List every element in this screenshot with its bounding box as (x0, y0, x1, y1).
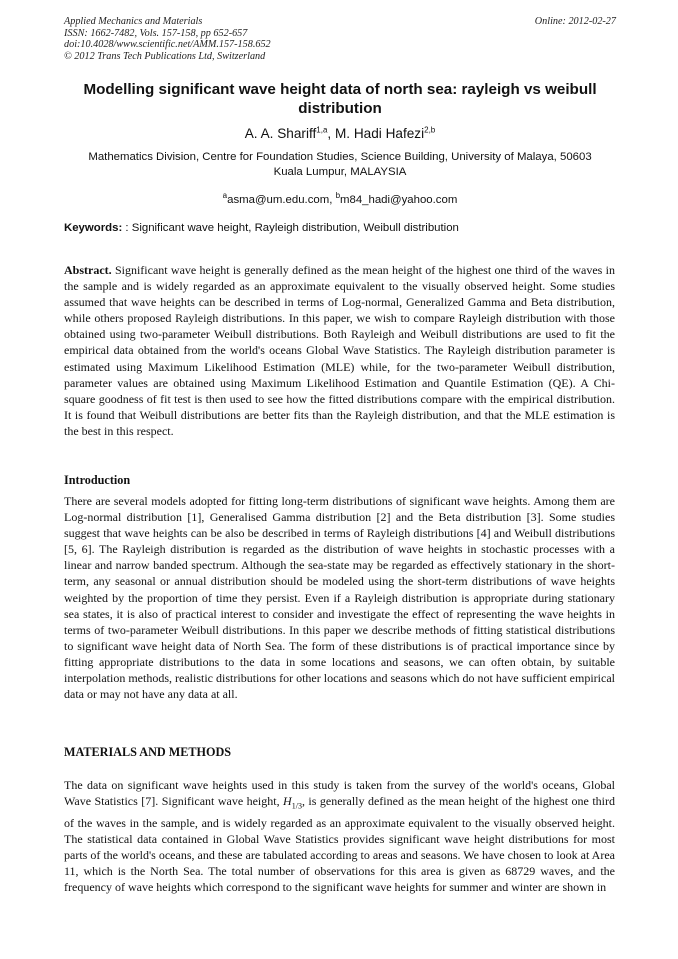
methods-text (64, 777, 615, 895)
keywords-label: Keywords: (64, 222, 123, 234)
affiliation: Mathematics Division, Centre for Foundation Studies, Science Building, University of Malaya, 50603 Kuala Lumpur, MALAYSIA (88, 151, 592, 178)
paper-title: Modelling significant wave height data of north sea: rayleigh vs weibull distribution (83, 81, 597, 117)
copyright-line: © 2012 Trans Tech Publications Ltd, Switzerland (64, 50, 266, 62)
methods-text-before: The data on significant wave heights used in this study is taken from the survey of the world's oceans, Global Wave Statistics [7]. Significant wave height, (64, 778, 615, 809)
author-2-affil: 2,b (424, 125, 436, 135)
symbol-h: H (283, 794, 292, 809)
significant-wave-height-symbol (283, 794, 302, 811)
abstract-label: Abstract. (64, 263, 112, 277)
journal-name: Applied Mechanics and Materials (64, 16, 203, 27)
author-2: M. Hadi Hafezi (334, 126, 425, 141)
author-line (64, 125, 616, 143)
author-1-affil: 1,a (316, 125, 328, 135)
keywords (64, 221, 616, 235)
journal-header (64, 16, 616, 62)
methods-text-after: , is generally defined as the mean height of the highest one third of the waves in the sample, and is widely regarded as an approximate equivalent to the visually observed height. The statistical data contained in Global Wave Statistics provides significant wave height distributions for most parts of the world's oceans, and these are tabulated according to areas and seasons. We have chosen to look at Area 11, which is the North Sea. The total number of observations for this area is given as 68729 waves, and the frequency of wave heights which correspond to the significant wave heights for summer and winter are shown in (64, 794, 615, 894)
methods-heading: MATERIALS AND METHODS (64, 745, 232, 759)
author-separator: , (327, 126, 335, 141)
email-b: m84_hadi@yahoo.com (340, 194, 458, 206)
email-line (64, 193, 616, 207)
email-a: asma@um.edu.com, (227, 194, 336, 206)
introduction-text: There are several models adopted for fitting long-term distributions of significant wave heights. Among them are Log-normal distribution [1], Generalised Gamma distribution [2] and the Beta distribution [3]. Some studies suggest that wave heights can be also be described in terms of Rayleigh distributions [4] and Weibull distributions [5, 6]. The Rayleigh distribution is regarded as the distribution of wave heights in stochastic processes with a linear and narrow banded spectrum. Although the sea-state may be regarded as effectively stationary in the short-term, any seasonal or annual distribution should be modeled using the short-term distributions of wave heights weighted by the proportion of time they persist. Even if a Rayleigh distribution is appropriate during stationary sea states, it is also of practical interest to consider and investigate the effect of representing the wave heights in terms of two-parameter Weibull distributions. In this paper we describe methods of fitting statistical distributions to significant wave height data of North Sea. The form of these distributions is of practical importance since by fitting appropriate distributions to the data in some locations and seasons, we can often obtain, by suitable interpolation methods, realistic distributions for other locations and seasons which do not have sufficient empirical data or may not have any data at all. (64, 494, 615, 702)
online-date: Online: 2012-02-27 (534, 16, 616, 27)
doi-line: doi:10.4028/www.scientific.net/AMM.157-158.652 (64, 39, 271, 51)
author-1: A. A. Shariff (244, 126, 317, 141)
email-a-sup: a (222, 191, 228, 201)
abstract (64, 262, 615, 439)
introduction-heading: Introduction (64, 473, 131, 487)
keywords-text: : Significant wave height, Rayleigh distribution, Weibull distribution (122, 222, 459, 234)
email-b-sup: b (335, 191, 341, 201)
issn-line: ISSN: 1662-7482, Vols. 157-158, pp 652-657 (64, 27, 248, 39)
abstract-text: Significant wave height is generally defined as the mean height of the highest one third of the waves in the sample and is widely regarded as an approximate equivalent to the visually observed height. Some studies assumed that wave heights can be described in terms of Log-normal, Generalized Gamma and Beta distribution, while others proposed Rayleigh distributions. In this paper, we wish to compare Rayleigh distribution with those obtained using two-parameter Weibull distributions. Both Rayleigh and Weibull distributions are used to fit the empirical data obtained from the world's oceans Global Wave Statistics. The Rayleigh distribution parameter is estimated using Maximum Likelihood Estimation (MLE) while, for the two-parameter Weibull distribution, parameter values are obtained using Maximum Likelihood Estimation and Quantile Estimation (QE). A Chi-square goodness of fit test is then used to see how the fitted distributions compare with the empirical distribution. It is found that Weibull distributions are better fits than the Rayleigh distribution, and that the MLE estimation is the best in this respect. (64, 263, 615, 438)
symbol-sub: 1/3 (291, 801, 302, 811)
